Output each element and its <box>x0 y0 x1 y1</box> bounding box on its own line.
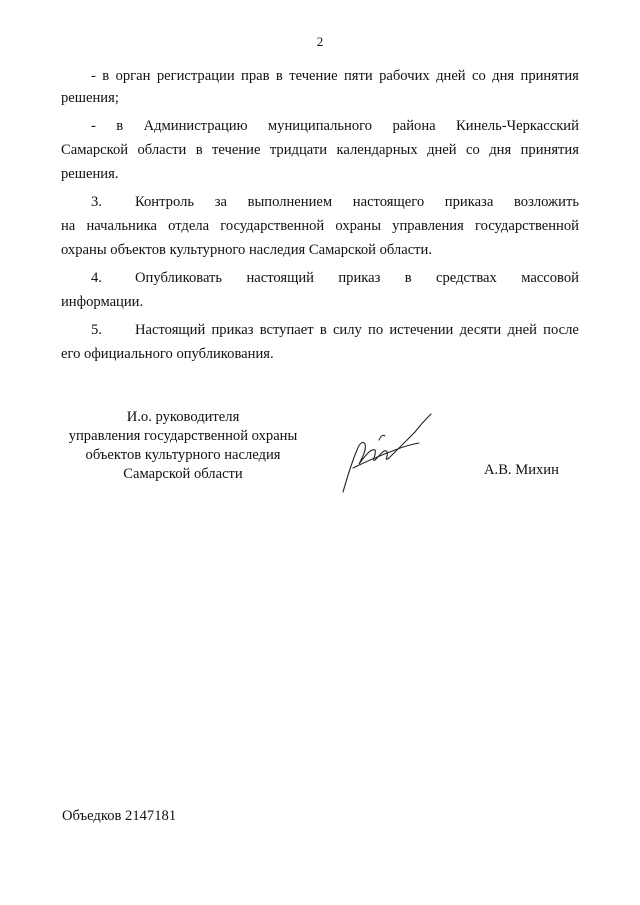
word: дней <box>436 68 466 84</box>
word: в <box>102 68 110 84</box>
word: вступает <box>259 322 314 338</box>
word: средствах <box>436 270 497 286</box>
word: со <box>472 68 486 84</box>
word: на <box>61 218 76 234</box>
item-number: 5. <box>91 322 102 338</box>
word: Контроль <box>135 194 195 210</box>
signatory-title-line: И.о. руководителя <box>126 409 240 425</box>
word: в <box>275 68 283 84</box>
word: регистрации <box>156 68 235 84</box>
word: дня <box>489 142 512 158</box>
word: Самарской <box>61 142 129 158</box>
text-line: решения. <box>61 166 119 182</box>
word: начальника <box>86 218 157 234</box>
text-line: информации. <box>61 294 144 310</box>
word: - <box>91 118 96 134</box>
word: настоящего <box>352 194 425 210</box>
list-item-5 <box>91 320 579 340</box>
word: истечении <box>389 322 454 338</box>
word: приказ <box>338 270 381 286</box>
handwritten-signature <box>335 410 435 500</box>
text-line <box>91 116 579 136</box>
signatory-name: А.В. Михин <box>484 462 559 478</box>
word: по <box>368 322 384 338</box>
list-item-3 <box>91 192 579 212</box>
word: в <box>116 118 124 134</box>
word: муниципального <box>267 118 373 134</box>
signatory-title <box>58 408 308 484</box>
word: массовой <box>521 270 579 286</box>
item-number: 3. <box>91 194 102 210</box>
word: календарных <box>336 142 418 158</box>
word: тридцати <box>269 142 328 158</box>
signatory-title-line: объектов культурного наследия <box>85 447 281 463</box>
word: охраны <box>335 218 382 234</box>
text-line <box>135 320 579 340</box>
text-line <box>135 268 579 288</box>
page-number: 2 <box>316 34 324 49</box>
executor-footer: Объедков 2147181 <box>62 808 177 824</box>
word: управления <box>392 218 464 234</box>
word: в <box>319 322 327 338</box>
text-line <box>135 192 579 212</box>
text-line: охраны объектов культурного наследия Самарской области. <box>61 242 433 258</box>
word: течение <box>289 68 338 84</box>
list-item-4 <box>91 268 579 288</box>
word: принятия <box>520 142 579 158</box>
signatory-title-line: управления государственной охраны <box>68 428 298 444</box>
word: рабочих <box>379 68 430 84</box>
word: Администрацию <box>143 118 248 134</box>
word: Кинель-Черкасский <box>456 118 579 134</box>
item-number: 4. <box>91 270 102 286</box>
word: государственной <box>220 218 325 234</box>
word: возложить <box>513 194 579 210</box>
word: пяти <box>344 68 373 84</box>
word: прав <box>241 68 270 84</box>
word: дней <box>427 142 457 158</box>
text-line <box>61 140 579 160</box>
word: со <box>466 142 480 158</box>
text-line <box>91 66 579 86</box>
word: за <box>214 194 227 210</box>
word: Настоящий <box>135 322 206 338</box>
word: Опубликовать <box>135 270 223 286</box>
word: в <box>404 270 412 286</box>
word: после <box>543 322 579 338</box>
word: приказа <box>444 194 494 210</box>
word: дней <box>507 322 537 338</box>
signatory-title-line: Самарской области <box>123 466 243 482</box>
word: течение <box>212 142 261 158</box>
word: десяти <box>459 322 502 338</box>
word: настоящий <box>246 270 314 286</box>
word: дня <box>492 68 515 84</box>
word: отдела <box>168 218 210 234</box>
word: - <box>91 68 96 84</box>
word: выполнением <box>247 194 333 210</box>
word: приказ <box>211 322 254 338</box>
word: орган <box>115 68 151 84</box>
word: области <box>137 142 187 158</box>
word: в <box>195 142 203 158</box>
word: силу <box>332 322 362 338</box>
word: государственной <box>474 218 579 234</box>
text-line: его официального опубликования. <box>61 346 274 362</box>
word: принятия <box>520 68 579 84</box>
text-line <box>61 216 579 236</box>
word: района <box>392 118 436 134</box>
text-line: решения; <box>61 90 119 106</box>
